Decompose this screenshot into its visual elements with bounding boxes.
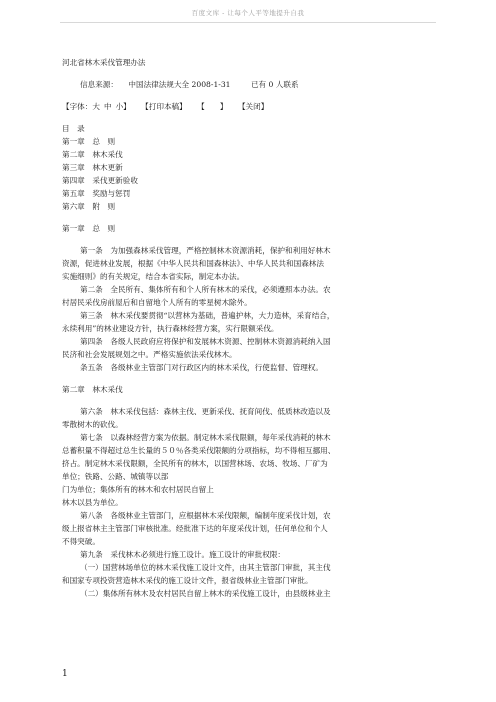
font-size-label: 【字体：	[62, 102, 93, 111]
source-label: 信息来源：	[80, 80, 118, 89]
toc-item: 第一章 总 则	[62, 137, 116, 146]
blank-link[interactable]: 【 】	[197, 102, 228, 111]
article-line: 第九条 采伐林木必须进行施工设计。施工设计的审批权限：	[80, 550, 286, 559]
article-line: 第三条 林木采伐要贯彻“以营林为基础，普遍护林，大力造林，采育结合，	[80, 311, 335, 320]
toc-heading: 目 录	[62, 124, 85, 133]
chapter-heading: 第二章 林木采伐	[62, 385, 123, 394]
source-value: 中国法律法规大全 2008-1-31	[128, 80, 231, 89]
article-line: 第二条 全民所有、集体所有和个人所有林木的采伐，必须遵照本办法。农	[80, 285, 331, 294]
toc-item: 第六章 附 则	[62, 202, 116, 211]
font-medium-link[interactable]: 中	[103, 102, 112, 111]
toc-item: 第二章 林木采伐	[62, 150, 123, 159]
article-line: 实施细则》的有关规定，结合本省实际，制定本办法。	[62, 272, 245, 281]
article-line: 村居民采伐房前屋后和自留地个人所有的零星树木除外。	[62, 298, 252, 307]
article-line: （二）集体所有林木及农村居民自留上林木的采伐施工设计，由县级林业主	[80, 589, 331, 598]
document-title: 河北省林木采伐管理办法	[62, 58, 146, 67]
article-line: 挤占。制定林木采伐限额，全民所有的林木，以国营林场、农场、牧场、厂矿为	[62, 459, 328, 468]
article-line: 第四条 各级人民政府应将保护和发展林木资源、控制林木资源消耗纳入国	[80, 337, 331, 346]
view-count: 已有 0 人联系	[250, 80, 299, 89]
article-line: 第一条 为加强森林采伐管理，严格控制林木资源消耗，保护和利用好林木	[80, 246, 331, 255]
article-line: 和国家专项投资营造林木采伐的施工设计文件，报省级林业主管部门审批。	[62, 576, 313, 585]
close-link[interactable]: 【关闭】	[237, 102, 269, 111]
font-small-link[interactable]: 小	[115, 102, 124, 111]
article-line: 第六条 林木采伐包括：森林主伐、更新采伐、抚育间伐、低质林改造以及	[80, 407, 331, 416]
chapter-heading: 第一章 总 则	[62, 224, 116, 233]
article-line: 第七条 以森林经营方案为依据。制定林木采伐限额，每年采伐消耗的林木	[80, 433, 331, 442]
page-number: 1	[62, 669, 68, 679]
article-line: 零散树木的砍伐。	[62, 420, 123, 429]
article-line: 不得突破。	[62, 537, 100, 546]
article-line: 级上报省林主主管部门审核批准。经批准下达的年度采伐计划，任何单位和个人	[62, 524, 328, 533]
article-line: 资源，促进林业发展，根据《中华人民共和国森林法》、中华人民共和国森林法	[62, 259, 324, 268]
document-body	[62, 56, 438, 600]
toc-item: 第三章 林木更新	[62, 163, 123, 172]
header-divider	[60, 22, 436, 23]
print-link[interactable]: 【打印本稿】	[141, 102, 187, 111]
toc-item: 第五章 奖励与惩罚	[62, 189, 131, 198]
article-line: 第八条 各级林业主管部门，应根据林木采伐限额，编制年度采伐计划，农	[80, 511, 331, 520]
toolbar	[62, 100, 438, 113]
toc-item: 第四章 采伐更新验收	[62, 176, 138, 185]
font-size-end: 】	[123, 102, 131, 111]
article-line: 永续利用”的林业建设方针，执行森林经营方案，实行限额采伐。	[62, 324, 279, 333]
article-line: 林木以县为单位。	[62, 498, 123, 507]
article-line: 民济和社会发展规划之中。严格实施依法采伐林木。	[62, 350, 237, 359]
font-large-link[interactable]: 大	[92, 102, 100, 111]
article-line: 门为单位；集体所有的林木和农村居民自留上	[62, 485, 214, 494]
page-header: 百度文库 - 让每个人平等地提升自我	[191, 9, 305, 17]
source-line	[62, 78, 438, 91]
article-line: 单位；铁路、公路、城镇等以部	[62, 472, 169, 481]
article-line: 总蓄积量不得超过总生长量的５０％各类采伐限额的分项指标，均不得相互挪用、	[62, 446, 336, 455]
article-line: （一）国营林场单位的林木采伐施工设计文件，由其主管部门审批，其主伐	[80, 563, 331, 572]
article-line: 条五条 各级林业主管部门对行政区内的林木采伐，行使监督、管理权。	[80, 363, 323, 372]
